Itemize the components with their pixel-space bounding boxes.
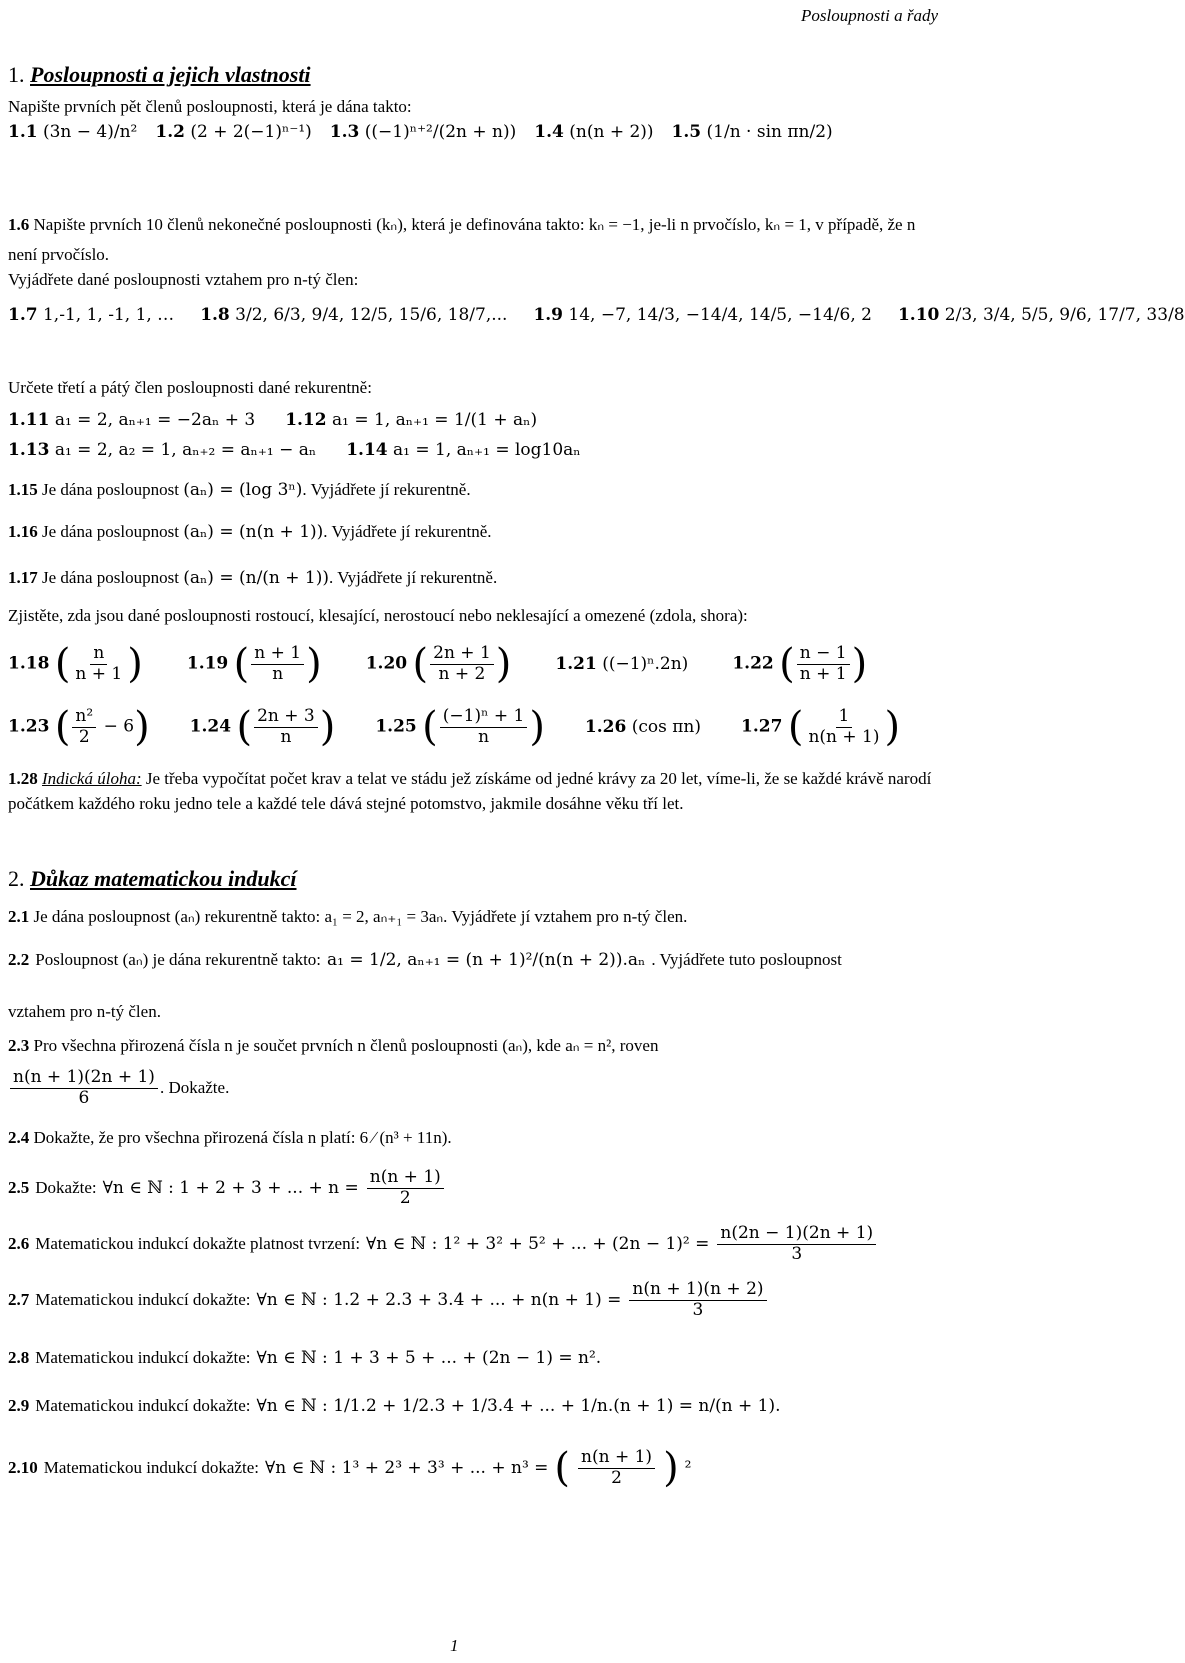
item-2-1: 2.1 Je dána posloupnost (aₙ) rekurentně takto: a₁ = 2, aₙ₊₁ = 3aₙ. Vyjádřete jí vztahem pro n-tý člen. <box>8 907 688 926</box>
item-1-18: 1.18 ( $\frac{n}{n + 1}$ ) <box>8 641 143 687</box>
item-1-5: 1.5 (1/n · sin πn/2) <box>671 122 833 142</box>
items-mono-row-1 <box>8 640 867 688</box>
item-1-23: 1.23 ( $\frac{\text{n²}}{2}$ − 6) <box>8 704 150 750</box>
item-2-5: 2.5 Dokažte: ∀n ∈ ℕ : 1 + 2 + 3 + ... + n = $\frac{n(n + 1)}{2}$ <box>8 1168 446 1208</box>
item-1-3: 1.3 ((−1)ⁿ⁺²/(2n + n)) <box>329 122 517 142</box>
item-2-2-cont: vztahem pro n-tý člen. <box>8 1002 161 1021</box>
item-2-2: 2.2 Posloupnost (aₙ) je dána rekurentně takto: a₁ = 1/2, aₙ₊₁ = (n + 1)²/(n(n + 2)).aₙ . Vyjádřete tuto posloupnost <box>8 950 842 970</box>
item-2-7: 2.7 Matematickou indukcí dokažte: ∀n ∈ ℕ : 1.2 + 2.3 + 3.4 + ... + n(n + 1) = $\frac{n(n + 1)(n + 2)}{3}$ <box>8 1280 769 1320</box>
item-1-19: 1.19 ( $\frac{n + 1}{n}$ ) <box>186 641 322 687</box>
item-1-24: 1.24 ( $\frac{2n + 3}{n}$ ) <box>189 704 336 750</box>
item-1-26: 1.26 (cos πn) <box>584 717 702 737</box>
item-1-2: 1.2 (2 + 2(−1)ⁿ⁻¹) <box>155 122 312 142</box>
item-2-6: 2.6 Matematickou indukcí dokažte platnost tvrzení: ∀n ∈ ℕ : 1² + 3² + 5² + ... + (2n − 1)² = $\frac{n(2n - 1)(2n + 1)}{3}$ <box>8 1224 878 1264</box>
item-1-25: 1.25 ( $\frac{\text{(−1)ⁿ + 1}}{n}$ ) <box>375 704 545 750</box>
item-1-17: 1.17 Je dána posloupnost (aₙ) = (n/(n + 1)). Vyjádřete jí rekurentně. <box>8 568 498 588</box>
items-recurrent-2 <box>8 440 581 460</box>
item-1-15: 1.15 Je dána posloupnost (aₙ) = (log 3ⁿ). Vyjádřete jí rekurentně. <box>8 480 471 500</box>
running-header: Posloupnosti a řady <box>801 6 938 25</box>
item-2-3-cont: $\frac{n(n + 1)(2n + 1)}{6}$ . Dokažte. <box>8 1068 229 1108</box>
item-1-21: 1.21 ((−1)ⁿ.2n) <box>555 654 689 674</box>
page-number: 1 <box>450 1636 459 1655</box>
items-mono-row-2 <box>8 700 900 754</box>
item-2-9: 2.9 Matematickou indukcí dokažte: ∀n ∈ ℕ : 1/1.2 + 1/2.3 + 1/3.4 + ... + 1/n.(n + 1) = n/(n + 1). <box>8 1396 781 1416</box>
item-1-8: 1.8 3/2, 6/3, 9/4, 12/5, 15/6, 18/7,... <box>200 305 508 325</box>
item-2-4: 2.4 Dokažte, že pro všechna přirozená čísla n platí: 6 ∕ (n³ + 11n). <box>8 1128 452 1147</box>
items-recurrent <box>8 410 537 430</box>
item-1-16: 1.16 Je dána posloupnost (aₙ) = (n(n + 1)). Vyjádřete jí rekurentně. <box>8 522 492 542</box>
item-1-4: 1.4 (n(n + 2)) <box>534 122 654 142</box>
item-1-1: 1.1 (3n − 4)/n² <box>8 122 138 142</box>
items-row-nth <box>8 305 1185 325</box>
item-1-14: 1.14 a₁ = 1, aₙ₊₁ = log10aₙ <box>346 440 581 460</box>
item-1-28: 1.28 Indická úloha: Je třeba vypočítat počet krav a telat ve stádu jež získáme od jedné krávy za 20 let, víme-li, že se každé krávě narodí počátkem každého roku jedno tele a každé tele dává stejné potomstvo, jakmile dosáhne věku tří let. <box>8 769 932 813</box>
task-first-five: Napište prvních pět členů posloupnosti, která je dána takto: <box>8 97 412 116</box>
item-1-12: 1.12 a₁ = 1, aₙ₊₁ = 1/(1 + aₙ) <box>285 410 538 430</box>
task-monotonic: Zjistěte, zda jsou dané posloupnosti rostoucí, klesající, nerostoucí nebo neklesající a omezené (zdola, shora): <box>8 606 748 625</box>
item-2-10: 2.10 Matematickou indukcí dokažte: ∀n ∈ ℕ : 1³ + 2³ + 3³ + ... + n³ = ( $\frac{n(n + 1)}{2}$ ) ² <box>8 1445 692 1492</box>
task-recurrent: Určete třetí a pátý člen posloupnosti dané rekurentně: <box>8 378 372 397</box>
item-1-20: 1.20 ( $\frac{2n + 1}{n + 2}$ ) <box>365 641 512 687</box>
item-2-3: 2.3 Pro všechna přirozená čísla n je součet prvních n členů posloupnosti (aₙ), kde aₙ = n², roven <box>8 1036 659 1055</box>
items-row-1 <box>8 122 833 142</box>
item-1-6: 1.6 Napište prvních 10 členů nekonečné posloupnosti (kₙ), která je definována takto: kₙ = −1, je-li n prvočíslo, kₙ = 1, v případě, že n není prvočíslo. <box>8 215 916 264</box>
item-1-7: 1.7 1,-1, 1, -1, 1, … <box>8 305 175 325</box>
item-1-9: 1.9 14, −7, 14/3, −14/4, 14/5, −14/6, 2 <box>533 305 872 325</box>
item-2-8: 2.8 Matematickou indukcí dokažte: ∀n ∈ ℕ : 1 + 3 + 5 + ... + (2n − 1) = n². <box>8 1348 602 1368</box>
item-1-22: 1.22 ( $\frac{n - 1}{n + 1}$ ) <box>732 641 868 687</box>
task-nth-term: Vyjádřete dané posloupnosti vztahem pro n-tý člen: <box>8 270 359 289</box>
item-1-10: 1.10 2/3, 3/4, 5/5, 9/6, 17/7, 33/8 <box>897 305 1185 325</box>
section-1-heading: 1. Posloupnosti a jejich vlastnosti <box>8 62 311 87</box>
item-1-13: 1.13 a₁ = 2, a₂ = 1, aₙ₊₂ = aₙ₊₁ − aₙ <box>8 440 317 460</box>
item-1-27: 1.27 ( $\frac{1}{n(n + 1)}$ ) <box>741 704 901 750</box>
section-2-heading: 2. Důkaz matematickou indukcí <box>8 866 297 891</box>
item-1-11: 1.11 a₁ = 2, aₙ₊₁ = −2aₙ + 3 <box>8 410 256 430</box>
